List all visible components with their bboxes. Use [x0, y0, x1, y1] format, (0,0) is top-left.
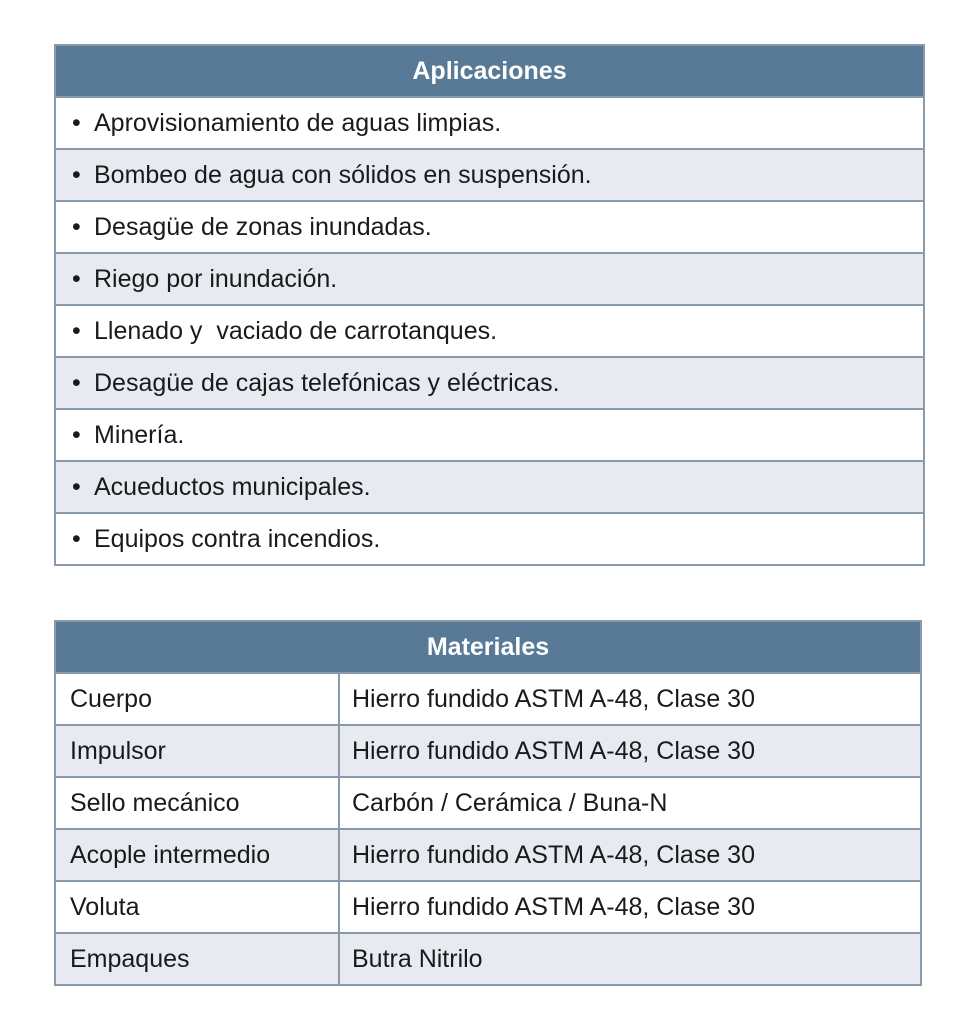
application-item: [56, 358, 923, 410]
bullet-icon: •: [72, 109, 81, 137]
material-value: Butra Nitrilo: [352, 945, 483, 973]
materials-row: [56, 830, 920, 882]
application-item-text: Acueductos municipales.: [94, 473, 371, 501]
application-item-text: Desagüe de zonas inundadas.: [94, 213, 432, 241]
material-part: Empaques: [56, 934, 340, 984]
bullet-icon: •: [72, 525, 81, 553]
materials-header: Materiales: [56, 622, 920, 674]
material-part: Acople intermedio: [56, 830, 340, 880]
material-value: Hierro fundido ASTM A-48, Clase 30: [352, 737, 755, 765]
application-item-text: Minería.: [94, 421, 185, 449]
bullet-icon: •: [72, 265, 81, 293]
material-part: Impulsor: [56, 726, 340, 776]
materials-row: [56, 674, 920, 726]
bullet-icon: •: [72, 213, 81, 241]
application-item: [56, 98, 923, 150]
application-item: [56, 514, 923, 564]
application-item: [56, 202, 923, 254]
application-item-text: Bombeo de agua con sólidos en suspensión.: [94, 161, 592, 189]
materials-row: [56, 726, 920, 778]
bullet-icon: •: [72, 317, 81, 345]
materials-table: [54, 620, 922, 986]
materials-row: [56, 934, 920, 984]
application-item: [56, 150, 923, 202]
material-value: Hierro fundido ASTM A-48, Clase 30: [352, 893, 755, 921]
application-item-text: Riego por inundación.: [94, 265, 338, 293]
material-part: Sello mecánico: [56, 778, 340, 828]
application-item: [56, 306, 923, 358]
application-item: [56, 254, 923, 306]
material-value: Hierro fundido ASTM A-48, Clase 30: [352, 841, 755, 869]
application-item: [56, 410, 923, 462]
bullet-icon: •: [72, 421, 81, 449]
material-part: Voluta: [56, 882, 340, 932]
application-item-text: Equipos contra incendios.: [94, 525, 381, 553]
material-value: Carbón / Cerámica / Buna-N: [352, 789, 668, 817]
application-item-text: Desagüe de cajas telefónicas y eléctricas.: [94, 369, 560, 397]
application-item-text: Llenado y vaciado de carrotanques.: [94, 317, 498, 345]
bullet-icon: •: [72, 369, 81, 397]
applications-header: Aplicaciones: [56, 46, 923, 98]
material-part: Cuerpo: [56, 674, 340, 724]
bullet-icon: •: [72, 161, 81, 189]
application-item-text: Aprovisionamiento de aguas limpias.: [94, 109, 502, 137]
material-value: Hierro fundido ASTM A-48, Clase 30: [352, 685, 755, 713]
bullet-icon: •: [72, 473, 81, 501]
materials-row: [56, 778, 920, 830]
materials-row: [56, 882, 920, 934]
application-item: [56, 462, 923, 514]
applications-table: [54, 44, 925, 566]
